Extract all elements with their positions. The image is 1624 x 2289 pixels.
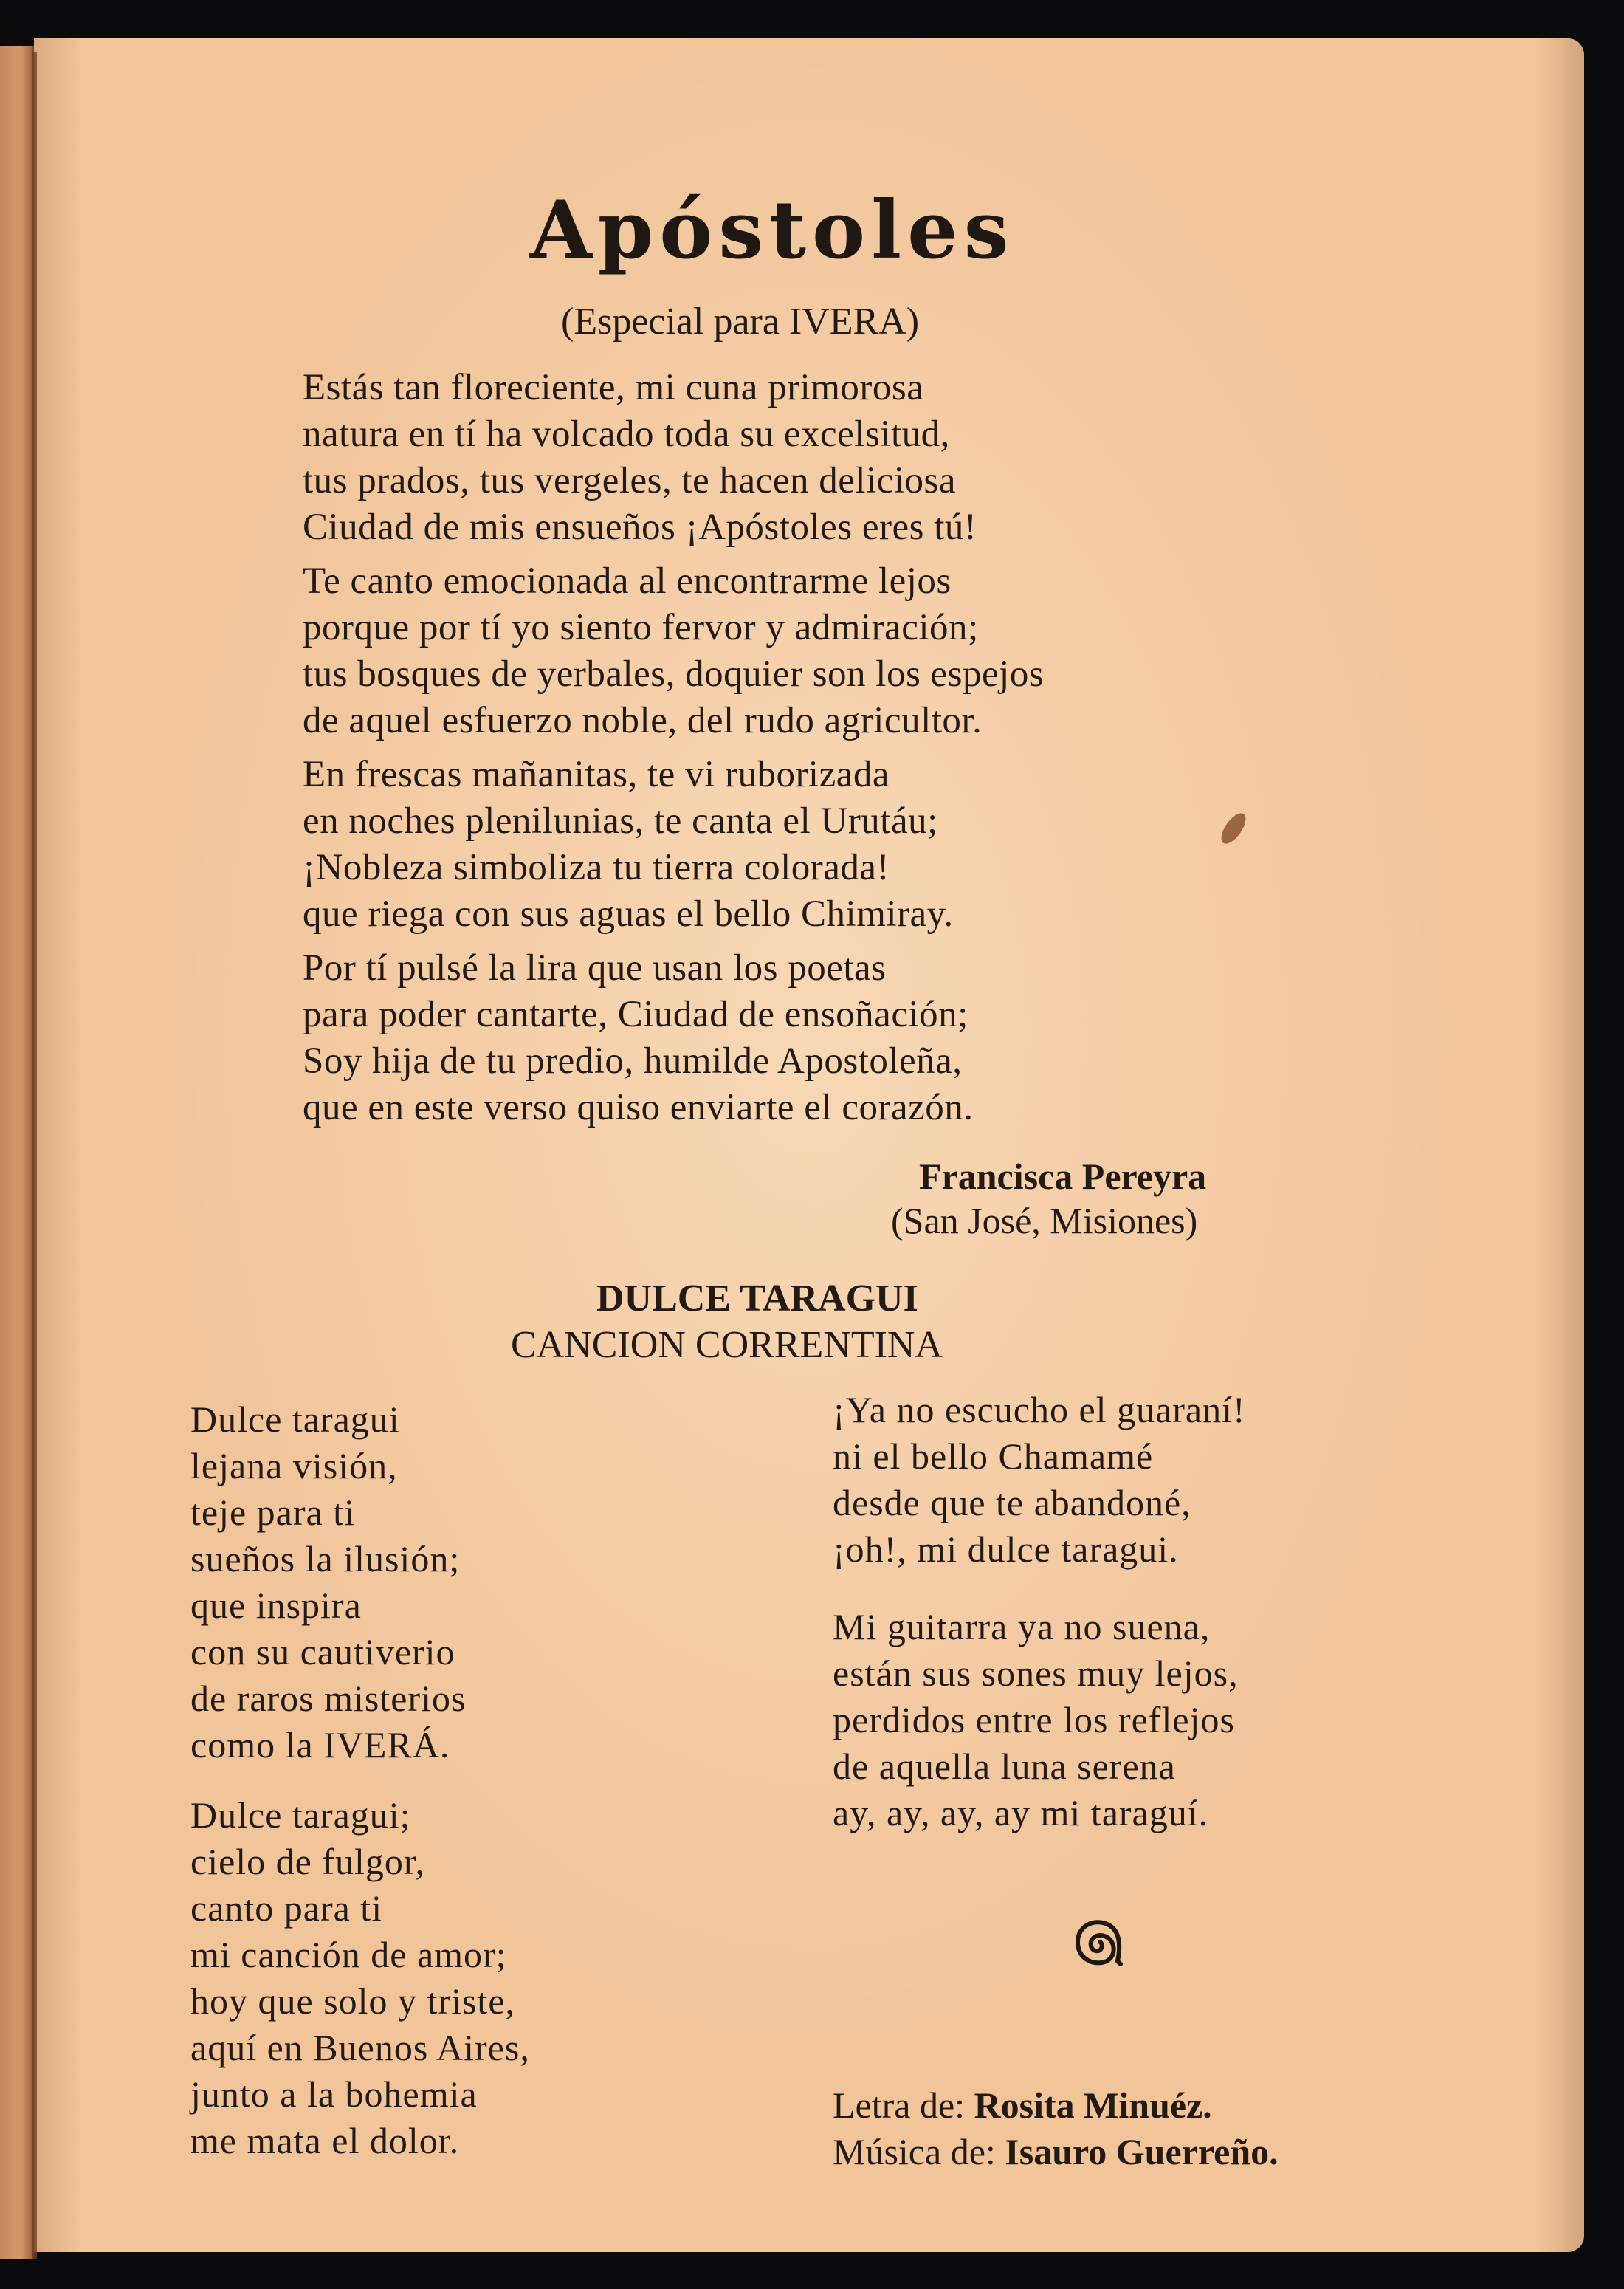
poem-line: Por tí pulsé la lira que usan los poetas bbox=[303, 947, 887, 989]
music-author: Isauro Guerreño. bbox=[1005, 2131, 1279, 2172]
song-line: están sus sones muy lejos, bbox=[833, 1653, 1239, 1694]
lyrics-author: Rosita Minuéz. bbox=[974, 2084, 1212, 2126]
song-line: teje para ti bbox=[190, 1492, 355, 1533]
poem-line: Ciudad de mis ensueños ¡Apóstoles eres tú! bbox=[303, 507, 977, 548]
poem-line: En frescas mañanitas, te vi ruborizada bbox=[303, 754, 890, 795]
song-line: me mata el dolor. bbox=[190, 2120, 460, 2161]
song-line: ¡Ya no escucho el guaraní! bbox=[833, 1389, 1246, 1430]
song-line: ay, ay, ay, ay mi taraguí. bbox=[833, 1792, 1209, 1833]
song-line: ni el bello Chamamé bbox=[833, 1435, 1154, 1477]
poem-line: tus bosques de yerbales, doquier son los espejos bbox=[303, 653, 1045, 695]
song-line: de aquella luna serena bbox=[833, 1746, 1176, 1787]
poem-line: Soy hija de tu predio, humilde Apostoleña, bbox=[303, 1040, 963, 1082]
poem-line: de aquel esfuerzo noble, del rudo agricultor. bbox=[303, 700, 983, 741]
poem-line: porque por tí yo siento fervor y admiración; bbox=[303, 607, 979, 648]
poem-author: Francisca Pereyra bbox=[919, 1156, 1207, 1197]
song-line: mi canción de amor; bbox=[190, 1934, 507, 1975]
music-credit bbox=[833, 2133, 1279, 2170]
song-line: como la IVERÁ. bbox=[190, 1724, 450, 1765]
lyrics-label: Letra de: bbox=[833, 2084, 966, 2126]
page-spine bbox=[32, 52, 37, 2259]
song-line: aquí en Buenos Aires, bbox=[190, 2027, 530, 2068]
song-line: cielo de fulgor, bbox=[190, 1841, 426, 1882]
poem-line: que riega con sus aguas el bello Chimiray. bbox=[303, 893, 954, 935]
song-line: junto a la bohemia bbox=[190, 2073, 478, 2115]
poem-line: para poder cantarte, Ciudad de ensoñación; bbox=[303, 994, 968, 1035]
song-line: perdidos entre los reflejos bbox=[833, 1699, 1235, 1740]
song-line: con su cautiverio bbox=[190, 1631, 455, 1672]
song-line: Mi guitarra ya no suena, bbox=[833, 1606, 1211, 1647]
poem-title: Apóstoles bbox=[530, 184, 1015, 277]
song-line: desde que te abandoné, bbox=[833, 1482, 1191, 1523]
song-line: de raros misterios bbox=[190, 1678, 467, 1719]
poem-line: Estás tan floreciente, mi cuna primorosa bbox=[303, 367, 924, 408]
song-line: sueños la ilusión; bbox=[190, 1538, 461, 1579]
song-line: canto para ti bbox=[190, 1887, 383, 1929]
song-title: DULCE TARAGUI bbox=[596, 1277, 918, 1319]
song-line: Dulce taragui; bbox=[190, 1794, 411, 1836]
poem-line: ¡Nobleza simboliza tu tierra colorada! bbox=[303, 847, 890, 888]
poem-subtitle: (Especial para IVERA) bbox=[561, 301, 920, 343]
song-line: ¡oh!, mi dulce taragui. bbox=[833, 1528, 1179, 1570]
lyrics-credit bbox=[833, 2084, 1212, 2126]
spiral-ornament-icon bbox=[1072, 1917, 1124, 1969]
song-subtitle: CANCION CORRENTINA bbox=[511, 1324, 943, 1366]
song-line: que inspira bbox=[190, 1585, 362, 1626]
poem-line: tus prados, tus vergeles, te hacen deliciosa bbox=[303, 460, 956, 501]
poem-line: Te canto emocionada al encontrarme lejos bbox=[303, 560, 952, 602]
poem-author-place: (San José, Misiones) bbox=[891, 1200, 1198, 1241]
music-label: Música de: bbox=[833, 2131, 996, 2172]
song-line: Dulce taragui bbox=[190, 1399, 400, 1440]
poem-line: natura en tí ha volcado toda su excelsitud, bbox=[303, 413, 950, 455]
previous-page-edge bbox=[0, 46, 34, 2259]
poem-line: en noches plenilunias, te canta el Urutáu; bbox=[303, 800, 938, 842]
song-line: lejana visión, bbox=[190, 1445, 398, 1486]
song-line: hoy que solo y triste, bbox=[190, 1980, 516, 2022]
poem-line: que en este verso quiso enviarte el corazón. bbox=[303, 1087, 974, 1128]
